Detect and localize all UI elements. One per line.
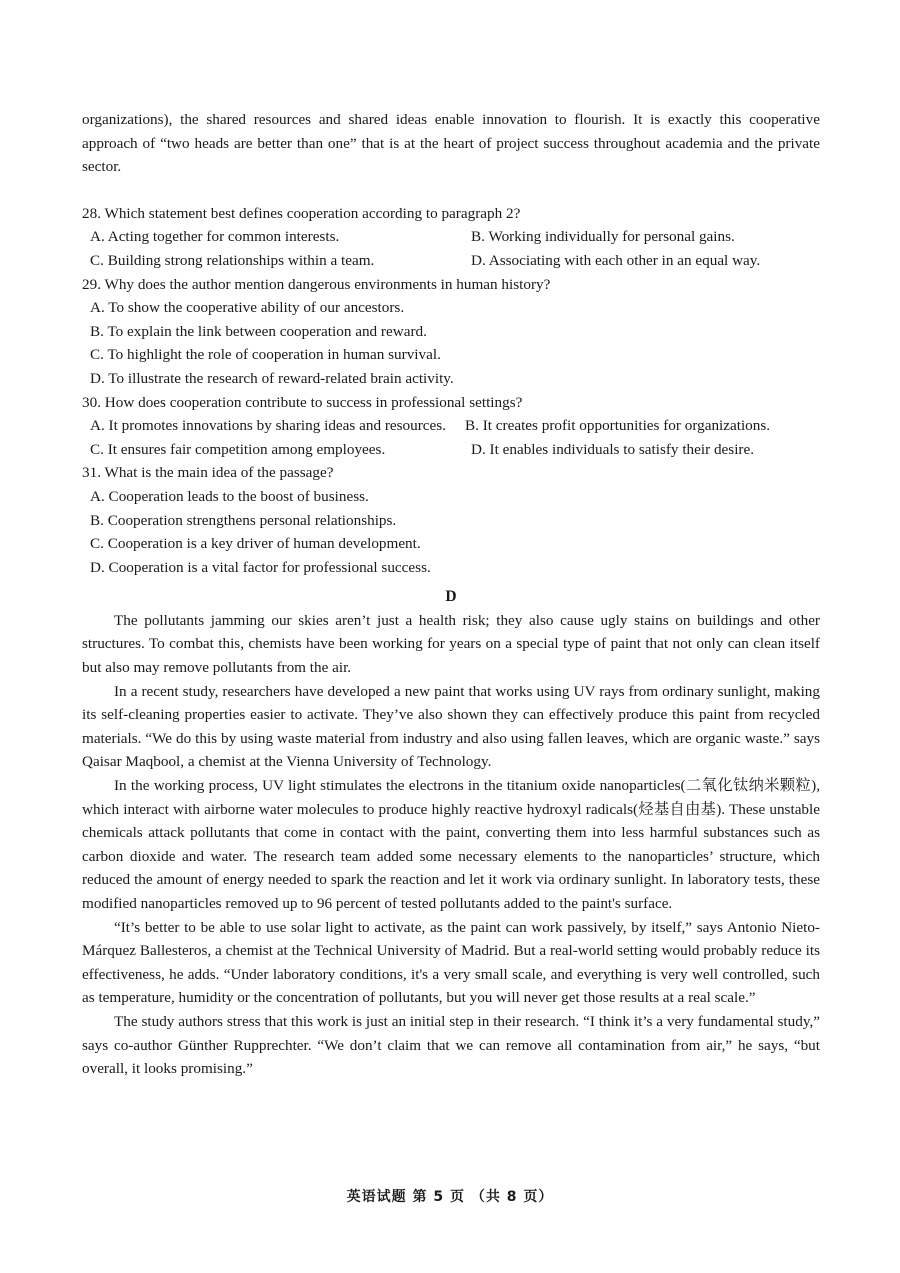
option-row: [82, 438, 820, 462]
passage-paragraph: In a recent study, researchers have developed a new paint that works using UV rays from ordinary sunlight, making its self-cleaning properties easier to activate. They’ve also shown they can effectively produce this paint from recycled materials. “We do this by using waste material from industry and also using fallen leaves, which are organic waste.” says Qaisar Maqbool, a chemist at the Vienna University of Technology.: [82, 682, 820, 771]
question-stem: 28. Which statement best defines cooperation according to paragraph 2?: [82, 204, 521, 222]
option-d: D. It enables individuals to satisfy their desire.: [471, 440, 755, 458]
option-c: C. Cooperation is a key driver of human development.: [90, 535, 421, 553]
question-list: [82, 202, 820, 580]
option-d: D. Associating with each other in an equal way.: [471, 251, 761, 269]
page-footer: 英语试题 第 5 页 （共 8 页）: [346, 1189, 554, 1205]
option-a: A. Acting together for common interests.: [90, 228, 340, 246]
option-c: C. To highlight the role of cooperation in human survival.: [90, 346, 441, 364]
option-b: B. Cooperation strengthens personal relationships.: [90, 511, 397, 529]
passage-paragraph: The pollutants jamming our skies aren’t just a health risk; they also cause ugly stains on buildings and other structures. To combat this, chemists have been working for years on a special type of paint that not only can clean itself but also may remove pollutants from the air.: [82, 611, 820, 677]
option-a: A. To show the cooperative ability of our ancestors.: [90, 299, 405, 317]
passage-c-tail: organizations), the shared resources and shared ideas enable innovation to flourish. It is exactly this cooperative approach of “two heads are better than one” that is at the heart of project success throughout academia and the private sector.: [82, 111, 820, 176]
question-stem: 29. Why does the author mention dangerous environments in human history?: [82, 275, 551, 293]
option-b: B. To explain the link between cooperation and reward.: [90, 322, 427, 340]
option-d: D. Cooperation is a vital factor for professional success.: [90, 558, 431, 576]
option-c: C. It ensures fair competition among employees.: [90, 440, 386, 458]
option-b: B. Working individually for personal gains.: [471, 228, 735, 246]
section-title: D: [445, 588, 457, 606]
option-row: [82, 414, 820, 438]
option-row: [82, 249, 820, 273]
passage-paragraph: In the working process, UV light stimulates the electrons in the titanium oxide nanoparticles(二氧化钛纳米颗粒), which interact with airborne water molecules to produce highly reactive hydroxyl radicals(烃基自由基). These unstable chemicals attack pollutants that come in contact with the paint, converting them into less harmful substances such as carbon dioxide and water. The research team added some necessary elements to the nanoparticles’ structure, which reduced the amount of energy needed to spark the reaction and let it work via ordinary sunlight. In laboratory tests, these modified nanoparticles removed up to 96 percent of tested pollutants added to the paint's surface.: [82, 777, 820, 912]
option-a: A. It promotes innovations by sharing ideas and resources.: [90, 417, 446, 435]
option-row: [82, 225, 820, 249]
option-c: C. Building strong relationships within a team.: [90, 251, 375, 269]
option-d: D. To illustrate the research of reward-related brain activity.: [90, 369, 454, 387]
option-b: B. It creates profit opportunities for organizations.: [465, 417, 771, 435]
option-a: A. Cooperation leads to the boost of business.: [90, 487, 369, 505]
question-stem: 31. What is the main idea of the passage?: [82, 464, 334, 482]
passage-paragraph: The study authors stress that this work is just an initial step in their research. “I think it’s a very fundamental study,” says co-author Günther Rupprechter. “We don’t claim that we can remove all contamination from air,” he says, “but overall, it looks promising.”: [82, 1012, 820, 1078]
passage-paragraph: “It’s better to be able to use solar light to activate, as the paint can work passively, by itself,” says Antonio Nieto-Márquez Ballesteros, a chemist at the Technical University of Madrid. But a real-world setting would probably reduce its effectiveness, he adds. “Under laboratory conditions, it's a very small scale, and everything is very well controlled, such as temperature, humidity or the concentration of pollutants, but you will never get those results at a real scale.”: [82, 918, 820, 1007]
exam-page: [82, 108, 820, 1081]
question-stem: 30. How does cooperation contribute to success in professional settings?: [82, 393, 523, 411]
